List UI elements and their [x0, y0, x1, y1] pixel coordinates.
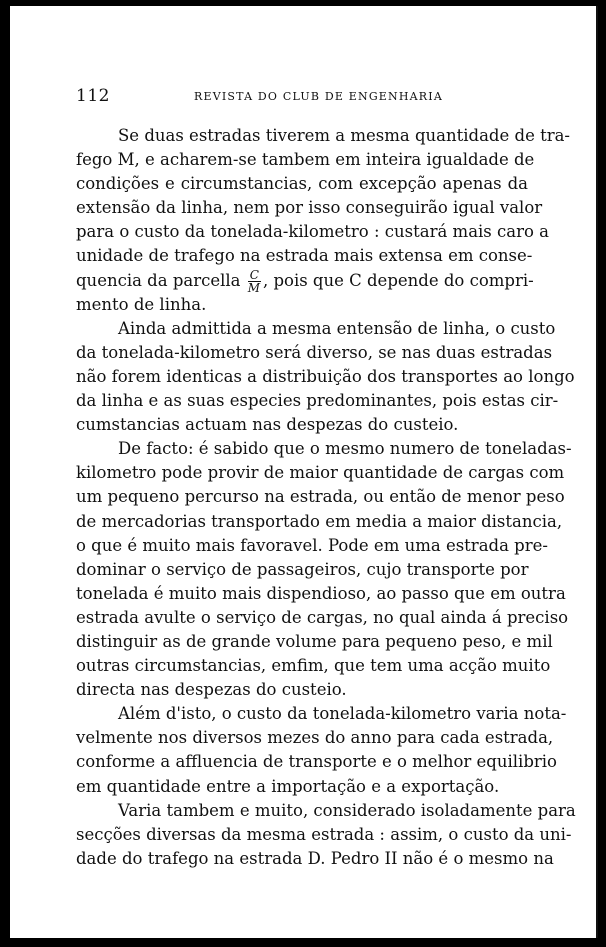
text-line: um pequeno percurso na estrada, ou então de menor peso: [76, 487, 565, 507]
fraction-denominator: M: [247, 280, 261, 295]
text-line: condições e circumstancias, com excepção apenas da: [76, 174, 528, 194]
text-line: mento de linha.: [76, 294, 207, 314]
text-line: da tonelada-kilometro será diverso, se nas duas estradas: [76, 342, 553, 362]
text-line: dominar o serviço de passageiros, cujo transporte por: [76, 559, 529, 579]
text-line: unidade de trafego na estrada mais extensa em conse-: [76, 246, 533, 266]
text-line: outras circumstancias, emfim, que tem uma acção muito: [76, 656, 551, 676]
text-line: kilometro pode provir de maior quantidade de cargas com: [76, 463, 565, 483]
page-number: 112: [76, 86, 110, 106]
text-line: Varia tambem e muito, considerado isoladamente para: [118, 800, 576, 820]
text-line: Se duas estradas tiverem a mesma quantidade de tra-: [118, 126, 571, 145]
text-line: conforme a affluencia de transporte e o melhor equilibrio: [76, 752, 557, 772]
text-line: cumstancias actuam nas despezas do custeio.: [76, 415, 459, 435]
text-line: o que é muito mais favoravel. Pode em uma estrada pre-: [76, 535, 548, 555]
text-line: não forem identicas a distribuição dos transportes ao longo: [76, 366, 575, 386]
paragraph: [76, 437, 572, 702]
text-line: fego M, e acharem-se tambem em inteira igualdade de: [76, 150, 535, 170]
paragraph: [76, 124, 571, 317]
text-line: Ainda admittida a mesma entensão de linha, o custo: [118, 318, 556, 338]
text-line: velmente nos diversos mezes do anno para cada estrada,: [76, 728, 554, 748]
text-line: directa nas despezas do custeio.: [76, 680, 347, 700]
text-line: dade do trafego na estrada D. Pedro II não é o mesmo na: [76, 848, 554, 868]
text-line: [76, 267, 534, 295]
text-line: em quantidade entre a importação e a exportação.: [76, 776, 500, 796]
paragraph: [76, 702, 567, 798]
fraction-numerator: C: [249, 267, 259, 282]
text-segment: , pois que C depende do compri-: [262, 270, 534, 290]
text-line: secções diversas da mesma estrada : assim, o custo da uni-: [76, 824, 572, 844]
text-line: extensão da linha, nem por isso conseguirão igual valor: [76, 198, 543, 218]
text-line: Além d'isto, o custo da tonelada-kilometro varia nota-: [118, 704, 567, 724]
text-line: estrada avulte o serviço de cargas, no qual ainda á preciso: [76, 607, 569, 627]
page-header: [76, 86, 528, 106]
body-text: [76, 124, 576, 871]
text-line: tonelada é muito mais dispendioso, ao passo que em outra: [76, 583, 566, 603]
fraction: [248, 269, 261, 294]
text-line: de mercadorias transportado em media a maior distancia,: [76, 511, 563, 531]
text-line: para o custo da tonelada-kilometro : custará mais caro a: [76, 222, 550, 242]
paragraph: [76, 799, 576, 871]
running-title: REVISTA DO CLUB DE ENGENHARIA: [194, 90, 443, 103]
text-line: De facto: é sabido que o mesmo numero de toneladas-: [118, 439, 572, 459]
text-segment: quencia da parcella: [76, 270, 246, 290]
text-line: da linha e as suas especies predominantes, pois estas cir-: [76, 391, 559, 411]
paragraph: [76, 317, 575, 437]
text-line: distinguir as de grande volume para pequeno peso, e mil: [76, 631, 553, 651]
